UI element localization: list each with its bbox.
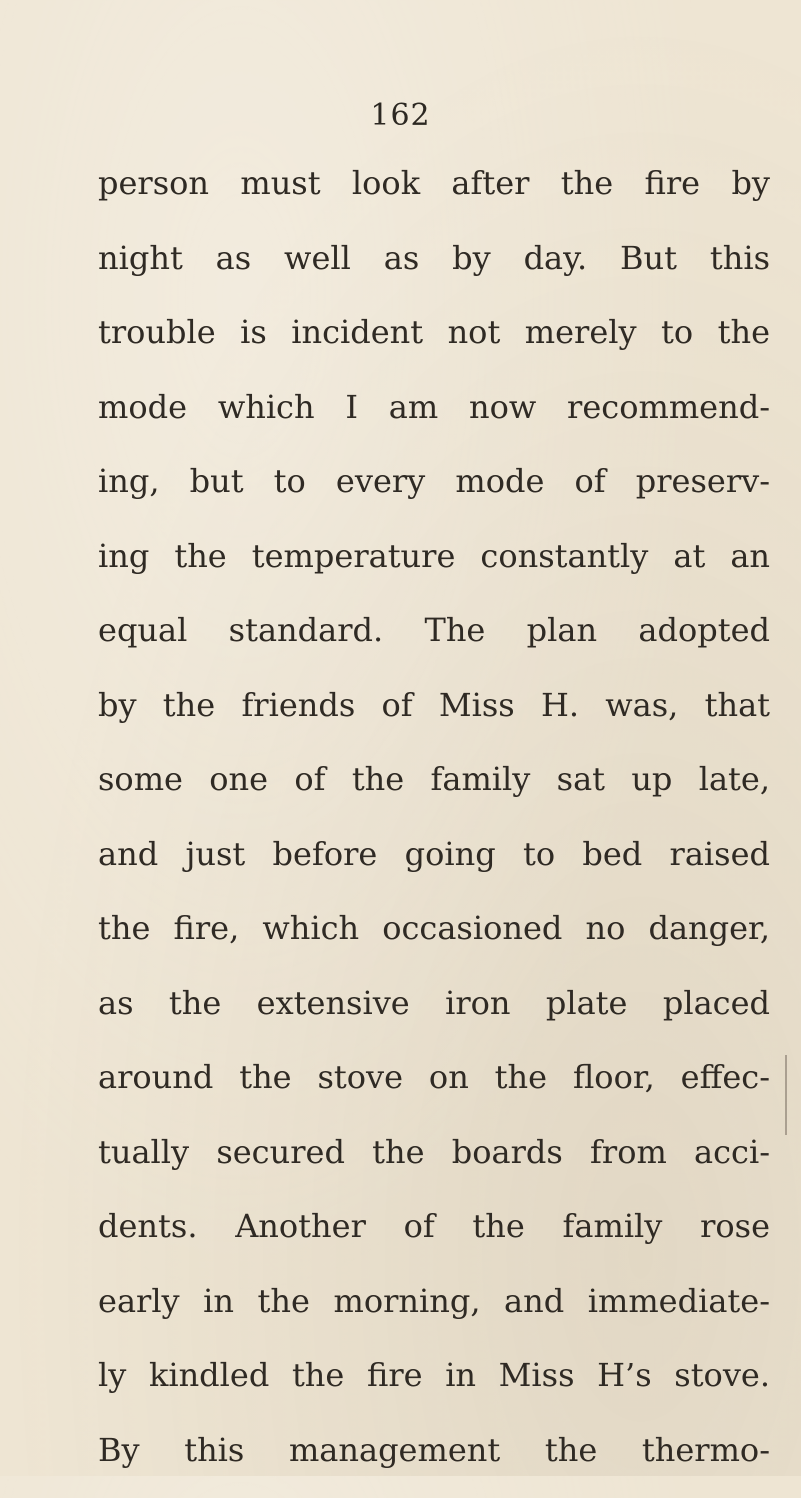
text-line-7: equal standard. The plan adopted bbox=[98, 604, 770, 679]
text-line-15: dents. Another of the family rose bbox=[98, 1200, 770, 1275]
text-line-9: some one of the family sat up late, bbox=[98, 753, 770, 828]
text-line-14: tually secured the boards from acci- bbox=[98, 1126, 770, 1201]
text-line-1: person must look after the fire by bbox=[98, 157, 770, 232]
page-number: 162 bbox=[0, 98, 801, 133]
text-line-11: the fire, which occasioned no danger, bbox=[98, 902, 770, 977]
text-line-8: by the friends of Miss H. was, that bbox=[98, 679, 770, 754]
text-line-17: ly kindled the fire in Miss H’s stove. bbox=[98, 1349, 770, 1424]
text-line-5: ing, but to every mode of preserv- bbox=[98, 455, 770, 530]
text-line-2: night as well as by day. But this bbox=[98, 232, 770, 307]
text-line-13: around the stove on the floor, effec- bbox=[98, 1051, 770, 1126]
text-line-12: as the extensive iron plate placed bbox=[98, 977, 770, 1052]
text-line-18: By this management the thermo- bbox=[98, 1424, 770, 1498]
text-line-10: and just before going to bed raised bbox=[98, 828, 770, 903]
text-line-16: early in the morning, and immediate- bbox=[98, 1275, 770, 1350]
text-line-6: ing the temperature constantly at an bbox=[98, 530, 770, 605]
body-text bbox=[98, 157, 770, 1498]
text-line-3: trouble is incident not merely to the bbox=[98, 306, 770, 381]
text-line-4: mode which I am now recommend- bbox=[98, 381, 770, 456]
page-edge-mark bbox=[785, 1055, 787, 1135]
